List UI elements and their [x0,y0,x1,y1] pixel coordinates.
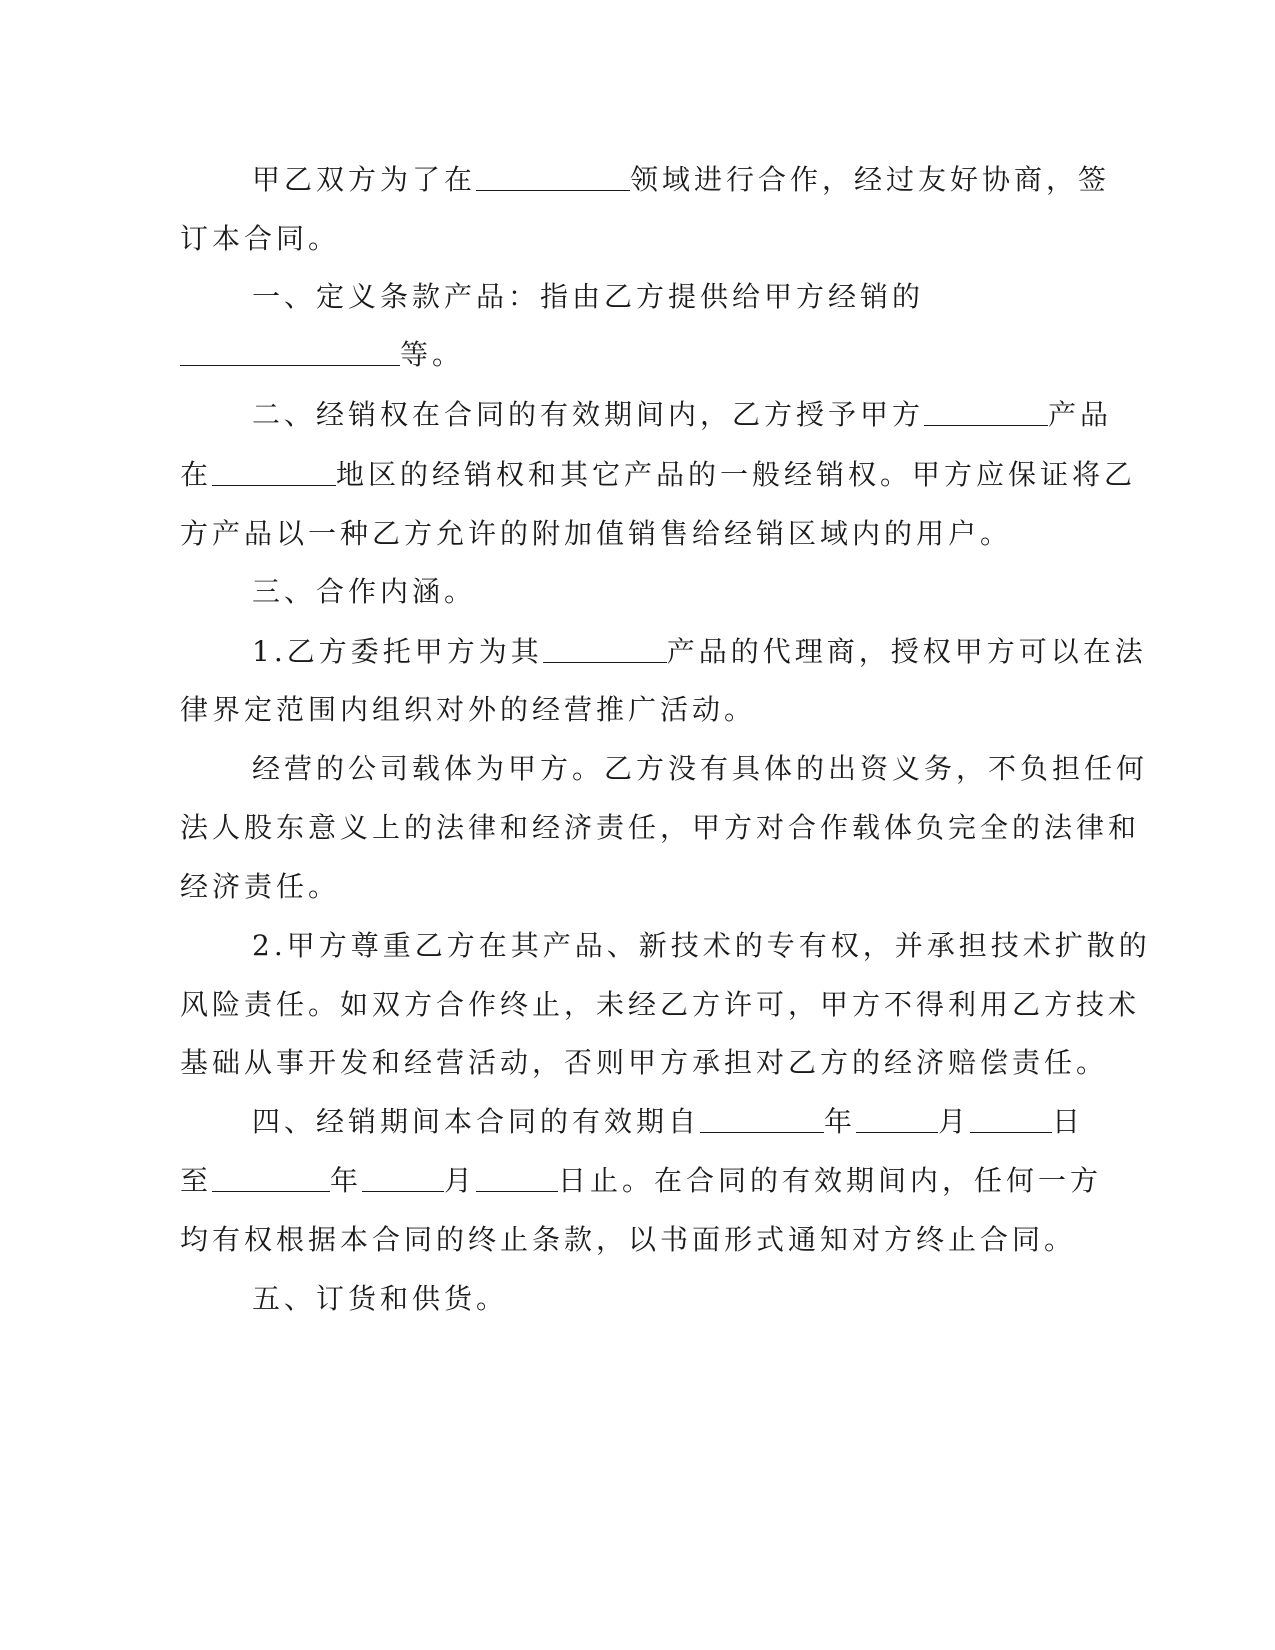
text-segment: 五、订货和供货。 [252,1282,509,1315]
text-segment: 四、经销期间本合同的有效期自 [252,1105,701,1138]
text-segment: 基础从事开发和经营活动，否则甲方承担对乙方的经济赔偿责任。 [180,1046,1109,1079]
text-line [180,1220,1076,1260]
text-line [180,455,1136,495]
text-segment: 二、经销权在合同的有效期间内，乙方授予甲方 [252,398,925,431]
text-segment: 一、定义条款产品：指由乙方提供给甲方经销的 [252,280,925,313]
text-segment: 地区的经销权和其它产品的一般经销权。甲方应保证将乙 [336,458,1137,491]
text-segment: 风险责任。如双方合作终止，未经乙方许可，甲方不得利用乙方技术 [180,988,1141,1021]
text-segment: 日 [1052,1105,1085,1138]
text-segment: 在 [180,458,213,491]
text-line [252,1102,1084,1142]
text-segment: 均有权根据本合同的终止条款，以书面形式通知对方终止合同。 [180,1223,1077,1256]
text-segment: 甲乙双方为了在 [252,163,477,196]
text-line [252,395,1112,435]
fill-in-blank [543,632,667,663]
text-segment: 等。 [400,338,465,371]
text-line [252,749,1148,789]
fill-in-blank [700,1102,824,1133]
text-segment: 律界定范围内组织对外的经营推广活动。 [180,693,757,726]
text-segment: 领域进行合作，经过友好协商，签 [630,163,1111,196]
text-segment: 订本合同。 [180,222,341,255]
fill-in-blank [212,455,336,486]
text-segment: 三、合作内涵。 [252,575,477,608]
text-segment: 产品的代理商，授权甲方可以在法 [666,635,1147,668]
text-line [180,514,1012,554]
text-line [252,572,476,612]
text-line [180,690,756,730]
text-line [180,808,1140,848]
text-segment: 经营的公司载体为甲方。乙方没有具体的出资义务，不负担任何 [252,752,1149,785]
text-line [180,1043,1108,1083]
text-line [180,1161,1102,1201]
text-segment: 年 [824,1105,857,1138]
text-segment: 月 [444,1164,477,1197]
text-segment: 方产品以一种乙方允许的附加值销售给经销区域内的用户。 [180,517,1013,550]
fill-in-blank [476,1161,558,1192]
text-segment: 2.甲方尊重乙方在其产品、新技术的专有权，并承担技术扩散的 [252,929,1151,962]
text-line [180,867,340,907]
text-segment: 1.乙方委托甲方为其 [252,635,543,668]
text-segment: 日止。在合同的有效期间内，任何一方 [558,1164,1103,1197]
text-line [180,985,1140,1025]
text-segment: 经济责任。 [180,870,341,903]
fill-in-blank [856,1102,938,1133]
text-segment: 产品 [1048,398,1113,431]
text-line [180,335,464,375]
fill-in-blank [212,1161,330,1192]
fill-in-blank [362,1161,444,1192]
text-segment: 法人股东意义上的法律和经济责任，甲方对合作载体负完全的法律和 [180,811,1141,844]
fill-in-blank [476,160,630,191]
text-segment: 年 [330,1164,363,1197]
text-line [252,1279,508,1319]
text-segment: 至 [180,1164,213,1197]
fill-in-blank [180,335,400,366]
text-segment: 月 [938,1105,971,1138]
text-line [252,160,1110,200]
fill-in-blank [970,1102,1052,1133]
text-line [252,632,1147,672]
fill-in-blank [924,395,1048,426]
text-line [252,277,924,317]
text-line [180,219,340,259]
text-line [252,926,1151,966]
